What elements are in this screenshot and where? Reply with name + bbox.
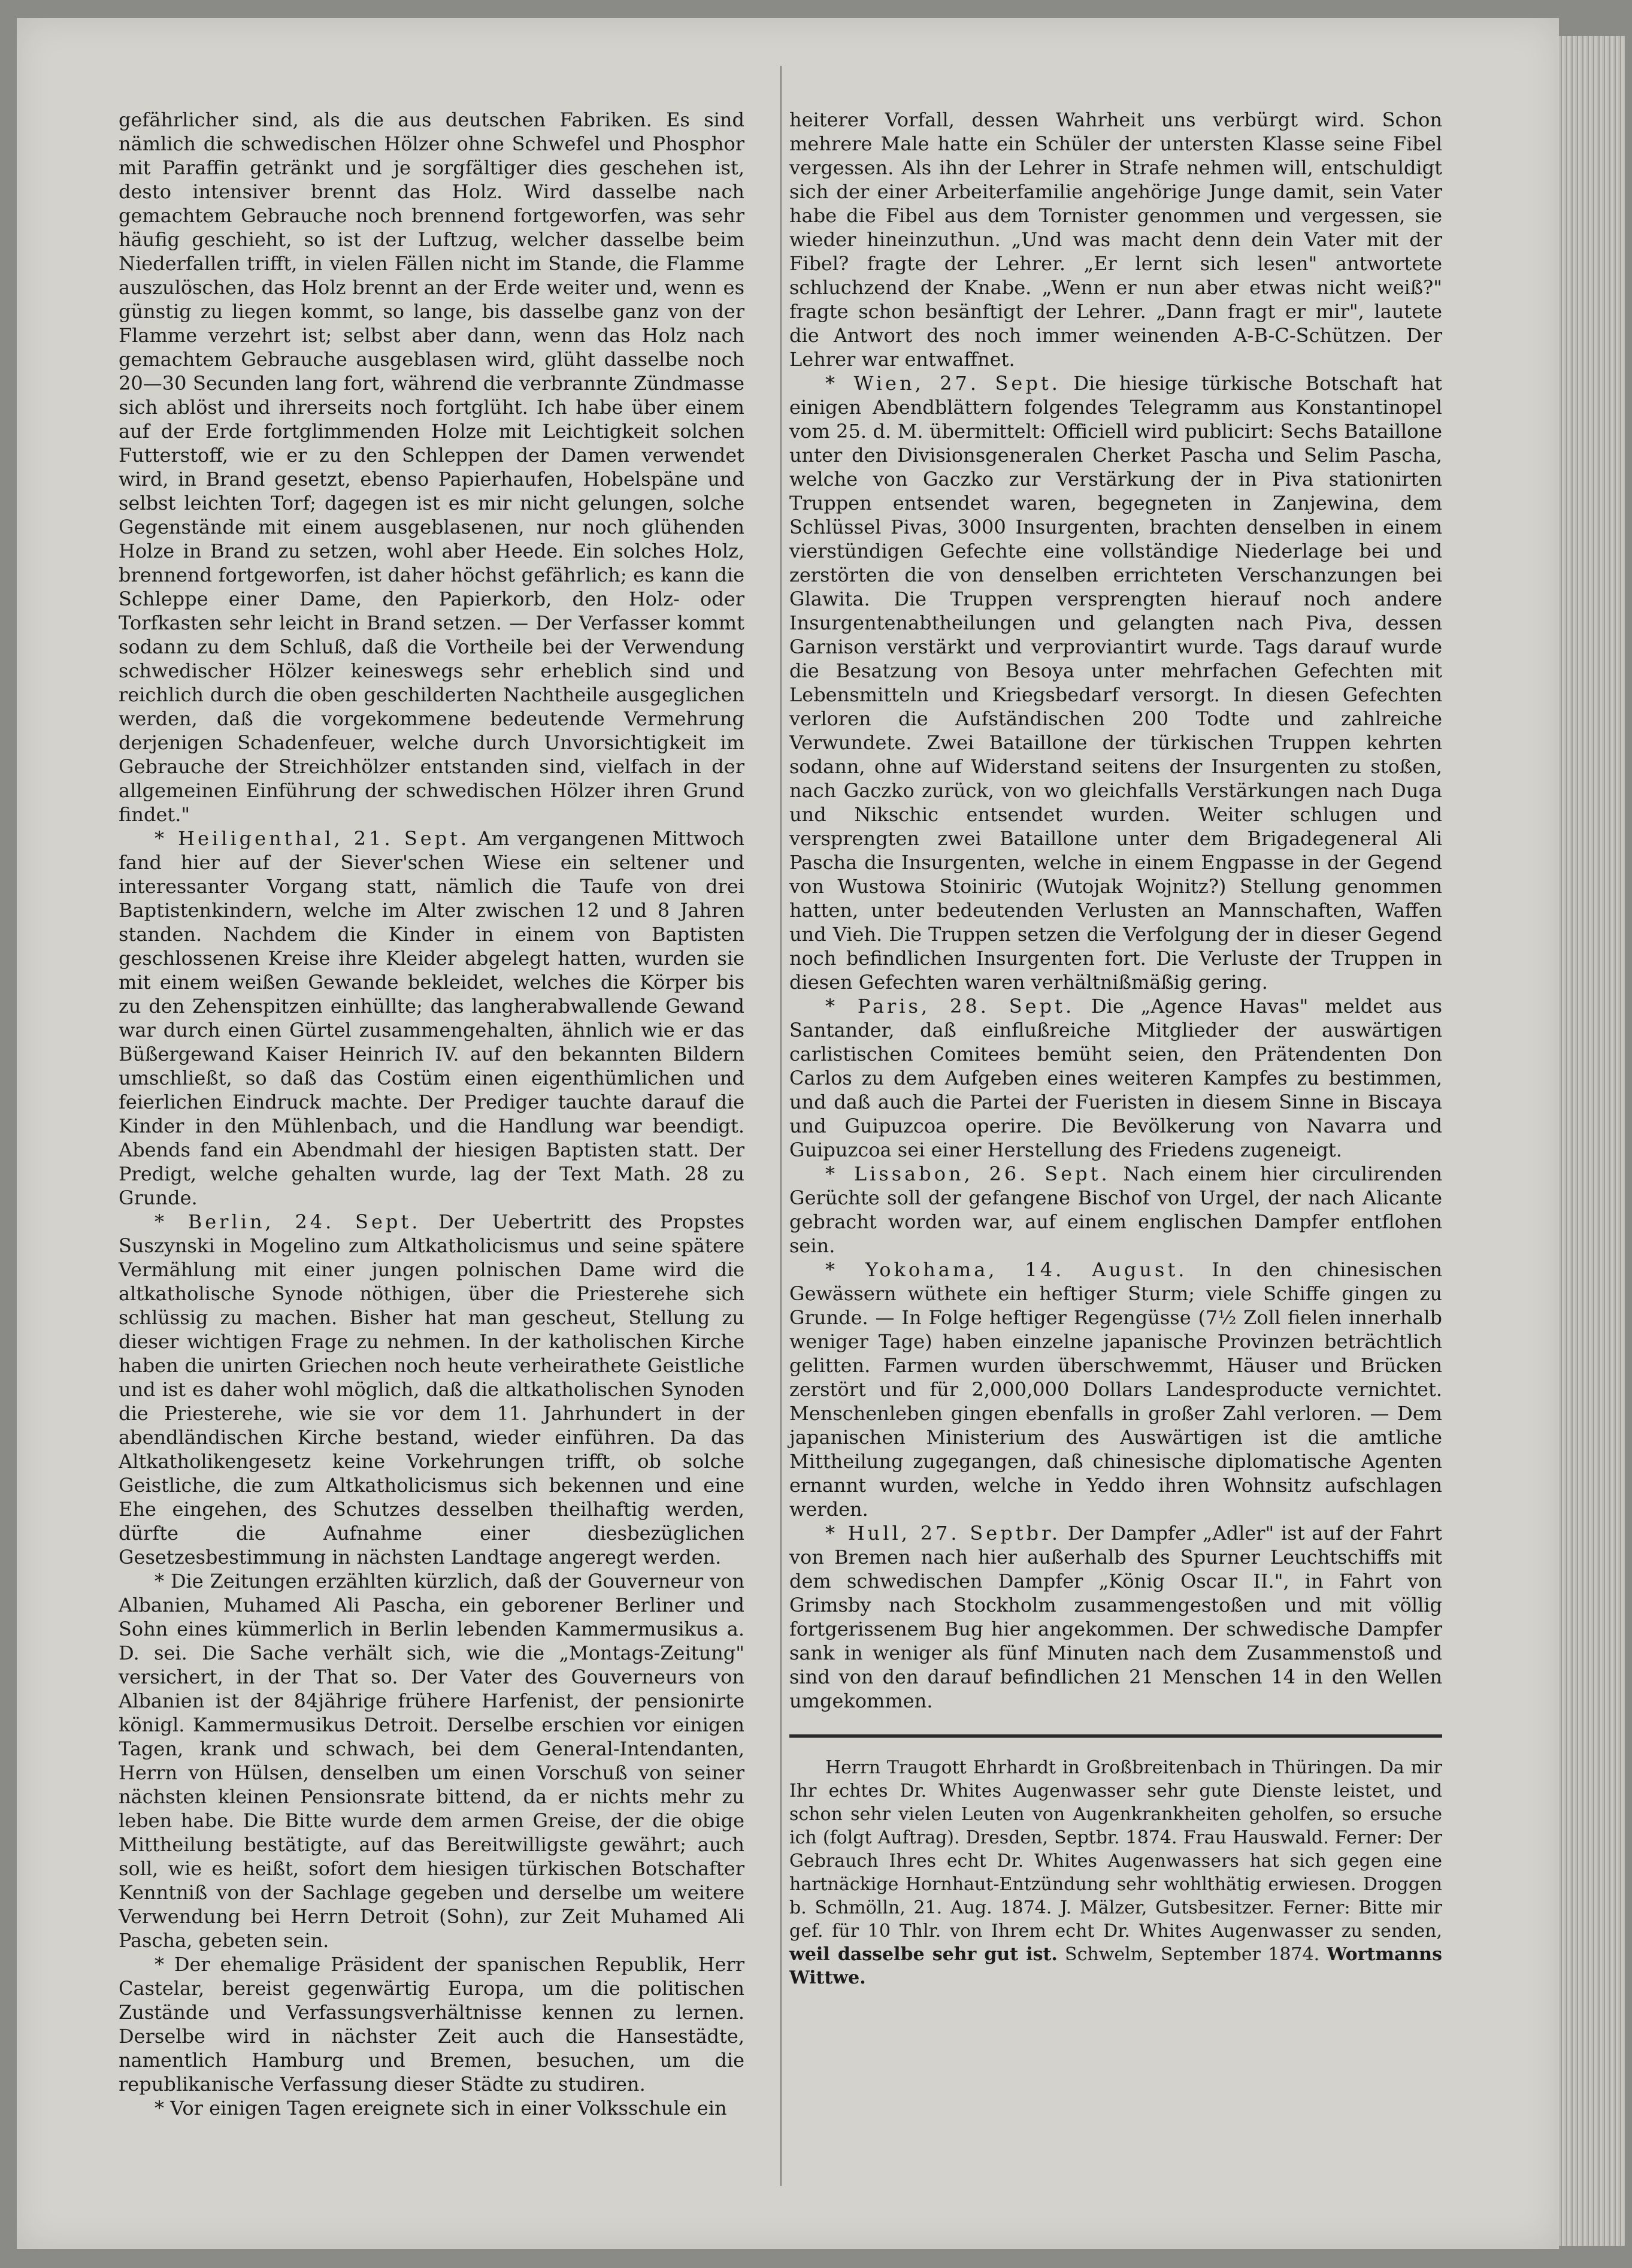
right-column bbox=[789, 108, 1442, 1990]
article-dateline: * Hull, 27. Septbr. bbox=[825, 1522, 1061, 1545]
book-page-edge bbox=[1559, 36, 1625, 2246]
article-paragraph bbox=[119, 826, 744, 1210]
article-dateline: * Heiligenthal, 21. Sept. bbox=[155, 827, 470, 850]
advertisement bbox=[789, 1756, 1442, 1990]
article-dateline: * Berlin, 24. Sept. bbox=[155, 1210, 421, 1233]
article-paragraph bbox=[789, 1521, 1442, 1713]
article-body: In den chinesischen Gewässern wüthete ein heftiger Sturm; viele Schiffe gingen zu Grunde. — In Folge heftiger Regengüsse (7½ Zoll fielen innerhalb weniger Tage) haben einzelne japanische Provinzen beträchtlich gelitten. Farmen wurden überschwemmt, Häuser und Brücken zerstört und für 2,000,000 Dollars Landesproducte vernichtet. Menschenleben gingen ebenfalls in großer Zahl verloren. — Dem japanischen Ministerium des Auswärtigen ist die amtliche Mittheilung zugegangen, daß chinesische diplomatische Agenten ernannt wurden, welche in Yeddo ihren Wohnsitz aufschlagen werden. bbox=[789, 1258, 1443, 1521]
newspaper-page bbox=[17, 18, 1559, 2249]
article-body: Am vergangenen Mittwoch fand hier auf der Siever'schen Wiese ein seltener und interessanter Vorgang statt, nämlich die Taufe von drei Baptistenkindern, welche im Alter zwischen 12 und 8 Jahren standen. Nachdem die Kinder in einem von Baptisten geschlossenen Kreise ihre Kleider abgelegt hatten, wurden sie mit einem weißen Gewande bekleidet, welches die Körper bis zu den Zehenspitzen einhüllte; das langherabwallende Gewand war durch einen Gürtel zusammengehalten, ähnlich wie er das Büßergewand Kaiser Heinrich IV. auf den bekannten Bildern umschließt, so daß das Costüm einen eigenthümlichen und feierlichen Eindruck machte. Der Prediger tauchte darauf die Kinder in den Mühlenbach, und die Handlung war beendigt. Abends fand ein Abendmahl der hiesigen Baptisten statt. Der Predigt, welche gehalten wurde, lag der Text Math. 28 zu Grunde. bbox=[119, 827, 745, 1209]
article-body: Der Dampfer „Adler" ist auf der Fahrt von Bremen nach hier außerhalb des Spurner Leuchtschiffs mit dem schwedischen Dampfer „König Oscar II.", in Fahrt von Grimsby nach Stockholm zusammengestoßen und mit völlig fortgerissenem Bug hier angekommen. Der schwedische Dampfer sank in weniger als fünf Minuten nach dem Zusammenstoß und sind von den darauf befindlichen 21 Menschen 14 in den Wellen umgekommen. bbox=[789, 1522, 1443, 1712]
article-body: Der Uebertritt des Propstes Suszynski in Mogelino zum Altkatholicismus und seine spätere Vermählung mit einer jungen polnischen Dame wird die altkatholische Synode nöthigen, über die Priesterehe sich schlüssig zu machen. Bisher hat man gescheut, Stellung zu dieser wichtigen Frage zu nehmen. In der katholischen Kirche haben die unirten Griechen noch heute verheirathete Geistliche und ist es daher wohl möglich, daß die altkatholischen Synoden die Priesterehe, wie sie vor dem 11. Jahrhundert in der abendländischen Kirche bestand, wieder einführen. Da das Altkatholikengesetz keine Vorkehrungen trifft, ob solche Geistliche, die zum Altkatholicismus sich bekennen und eine Ehe eingehen, des Schutzes desselben theilhaftig werden, dürfte die Aufnahme einer diesbezüglichen Gesetzesbestimmung in nächsten Landtage angeregt werden. bbox=[119, 1210, 745, 1568]
section-rule bbox=[789, 1734, 1442, 1738]
article-dateline: * Wien, 27. Sept. bbox=[825, 372, 1061, 395]
article-paragraph bbox=[789, 371, 1442, 994]
article-body: Nach einem hier circulirenden Gerüchte soll der gefangene Bischof von Urgel, der nach Alicante gebracht worden war, auf einem englischen Dampfer entflohen sein. bbox=[789, 1162, 1443, 1257]
advertisement-place-date: Schwelm, September 1874. bbox=[1065, 1944, 1320, 1965]
article-body: Die „Agence Havas" meldet aus Santander, daß einflußreiche Mitglieder der auswärtigen carlistischen Comitees bemüht seien, den Prätendenten Don Carlos zu dem Aufgeben eines weiteren Kampfes zu bestimmen, und daß auch die Partei der Fueristen in diesem Sinne in Biscaya und Guipuzcoa operire. Die Bevölkerung von Navarra und Guipuzcoa sei einer Herstellung des Friedens zugeneigt. bbox=[789, 995, 1443, 1161]
column-divider bbox=[780, 66, 782, 2186]
left-column bbox=[119, 108, 744, 2120]
advertisement-body: Herrn Traugott Ehrhardt in Großbreitenbach in Thüringen. Da mir Ihr echtes Dr. Whites Augenwasser sehr gute Dienste leistet, und schon sehr vielen Leuten von Augenkrankheiten geholfen, so ersuche ich (folgt Auftrag). Dresden, Septbr. 1874. Frau Hauswald. Ferner: Der Gebrauch Ihres echt Dr. Whites Augenwassers hat sich gegen eine hartnäckige Hornhaut-Entzündung sehr wohlthätig erwiesen. Droggen b. Schmölln, 21. Aug. 1874. J. Mälzer, Gutsbesitzer. Ferner: Bitte mir gef. für 10 Thlr. von Ihrem echt Dr. Whites Augenwasser zu senden, bbox=[789, 1757, 1442, 1942]
article-body: Die hiesige türkische Botschaft hat einigen Abendblättern folgendes Telegramm aus Konstantinopel vom 25. d. M. übermittelt: Officiell wird publicirt: Sechs Bataillone unter den Divisionsgeneralen Cherket Pascha und Selim Pascha, welche von Gaczko zur Verstärkung der in Piva stationirten Truppen entsendet waren, begegneten in Zanjewina, dem Schlüssel Pivas, 3000 Insurgenten, brachten denselben in einem vierstündigen Gefechte eine vollständige Niederlage bei und zerstörten die von denselben errichteten Verschanzungen bei Glawita. Die Truppen versprengten hierauf noch andere Insurgentenabtheilungen und gelangten nach Piva, dessen Garnison verstärkt und verproviantirt wurde. Tags darauf wurde die Besatzung von Besoya unter mehrfachen Gefechten mit Lebensmitteln und Kriegsbedarf versorgt. In diesen Gefechten verloren die Aufständischen 200 Todte und zahlreiche Verwundete. Zwei Bataillone der türkischen Truppen kehrten sodann, ohne auf Widerstand seitens der Insurgenten zu stoßen, nach Gaczko zurück, von wo gleichfalls Verstärkungen nach Duga und Nikschic entsendet wurden. Weiter schlugen und versprengten zwei Bataillone unter dem Brigadegeneral Ali Pascha die Insurgenten, welche in einem Engpasse in der Gegend von Wustowa Stoiniric (Wutojak Wojnitz?) Stellung genommen hatten, unter bedeutenden Verlusten an Mannschaften, Waffen und Vieh. Die Truppen setzen die Verfolgung der in dieser Gegend noch befindlichen Insurgenten fort. Die Verluste der Truppen in diesen Gefechten waren verhältnißmäßig gering. bbox=[789, 372, 1443, 994]
article-paragraph bbox=[119, 1210, 744, 1569]
advertisement-emphasis: weil dasselbe sehr gut ist. bbox=[789, 1944, 1058, 1965]
article-dateline: * Paris, 28. Sept. bbox=[825, 995, 1075, 1018]
article-paragraph: * Die Zeitungen erzählten kürzlich, daß der Gouverneur von Albanien, Muhamed Ali Pascha, ein geborener Berliner und Sohn eines kümmerlich in Berlin lebenden Kammermusikus a. D. sei. Die Sache verhält sich, wie die „Montags-Zeitung" versichert, in der That so. Der Vater des Gouverneurs von Albanien ist der 84jährige frühere Harfenist, der pensionirte königl. Kammermusikus Detroit. Derselbe erschien vor einigen Tagen, krank und schwach, bei dem General-Intendanten, Herrn von Hülsen, denselben um einen Vorschuß von seiner nächsten kleinen Pensionsrate bittend, da er nichts mehr zu leben habe. Die Bitte wurde dem armen Greise, der die obige Mittheilung bestätigte, auf das Bereitwilligste gewährt; auch soll, wie es heißt, sofort dem hiesigen türkischen Botschafter Kenntniß von der Sachlage gegeben und derselbe um weitere Verwendung bei Herrn Detroit (Sohn), zur Zeit Muhamed Ali Pascha, gebeten sein. bbox=[119, 1570, 744, 1952]
article-paragraph bbox=[789, 1162, 1442, 1258]
article-paragraph: heiterer Vorfall, dessen Wahrheit uns verbürgt wird. Schon mehrere Male hatte ein Schüler der untersten Klasse seine Fibel vergessen. Als ihn der Lehrer in Strafe nehmen will, entschuldigt sich der einer Arbeiterfamilie angehörige Junge damit, sein Vater habe die Fibel aus dem Tornister genommen und vergessen, sie wieder hineinzuthun. „Und was macht denn dein Vater mit der Fibel? fragte der Lehrer. „Er lernt sich lesen" antwortete schluchzend der Knabe. „Wenn er nun aber etwas nicht weiß?" fragte schon besänftigt der Lehrer. „Dann fragt er mir", lautete die Antwort des noch immer weinenden A-B-C-Schützen. Der Lehrer war entwaffnet. bbox=[789, 108, 1442, 371]
article-paragraph: * Der ehemalige Präsident der spanischen Republik, Herr Castelar, bereist gegenwärtig Europa, um die politischen Zustände und Verfassungsverhältnisse kennen zu lernen. Derselbe wird in nächster Zeit auch die Hansestädte, namentlich Hamburg und Bremen, besuchen, um die republikanische Verfassung dieser Städte zu studiren. bbox=[119, 1953, 744, 2096]
article-paragraph bbox=[789, 1258, 1442, 1521]
article-paragraph: gefährlicher sind, als die aus deutschen Fabriken. Es sind nämlich die schwedischen Hölzer ohne Schwefel und Phosphor mit Paraffin getränkt und je sorgfältiger dies geschehen ist, desto intensiver brennt das Holz. Wird dasselbe nach gemachtem Gebrauche noch brennend fortgeworfen, was sehr häufig geschieht, so ist der Luftzug, welcher dasselbe beim Niederfallen trifft, in vielen Fällen nicht im Stande, die Flamme auszulöschen, das Holz brennt an der Erde weiter und, wenn es günstig zu liegen kommt, so lange, bis dasselbe ganz von der Flamme verzehrt ist; selbst aber dann, wenn das Holz nach gemachtem Gebrauche ausgeblasen wird, glüht dasselbe noch 20—30 Secunden lang fort, während die verbrannte Zündmasse sich ablöst und ihrerseits noch fortglüht. Ich habe über einem auf der Erde fortglimmenden Holze mit Leichtigkeit solchen Futterstoff, wie er zu den Schleppen der Damen verwendet wird, in Brand gesetzt, ebenso Papierhaufen, Hobelspäne und selbst leichten Torf; dagegen ist es mir nicht gelungen, solche Gegenstände mit einem ausgeblasenen, nur noch glühenden Holze in Brand zu setzen, wohl aber Heede. Ein solches Holz, brennend fortgeworfen, ist daher höchst gefährlich; es kann die Schleppe einer Dame, den Papierkorb, den Holz- oder Torfkasten sehr leicht in Brand setzen. — Der Verfasser kommt sodann zu dem Schluß, daß die Vortheile bei der Verwendung schwedischer Hölzer keineswegs sehr erheblich sind und reichlich durch die oben geschilderten Nachtheile ausgeglichen werden, daß die vorgekommene bedeutende Vermehrung derjenigen Schadenfeuer, welche durch Unvorsichtigkeit im Gebrauche der Streichhölzer entstanden sind, vielfach in der allgemeinen Einführung der schwedischen Hölzer ihren Grund findet." bbox=[119, 108, 744, 826]
advertisement-text bbox=[789, 1756, 1442, 1990]
advertisement-signature: Wortmanns Wittwe. bbox=[789, 1944, 1442, 1988]
article-dateline: * Lissabon, 26. Sept. bbox=[825, 1162, 1110, 1185]
article-paragraph: * Vor einigen Tagen ereignete sich in einer Volksschule ein bbox=[155, 2097, 727, 2119]
article-paragraph bbox=[789, 994, 1442, 1162]
article-dateline: * Yokohama, 14. August. bbox=[825, 1258, 1188, 1281]
